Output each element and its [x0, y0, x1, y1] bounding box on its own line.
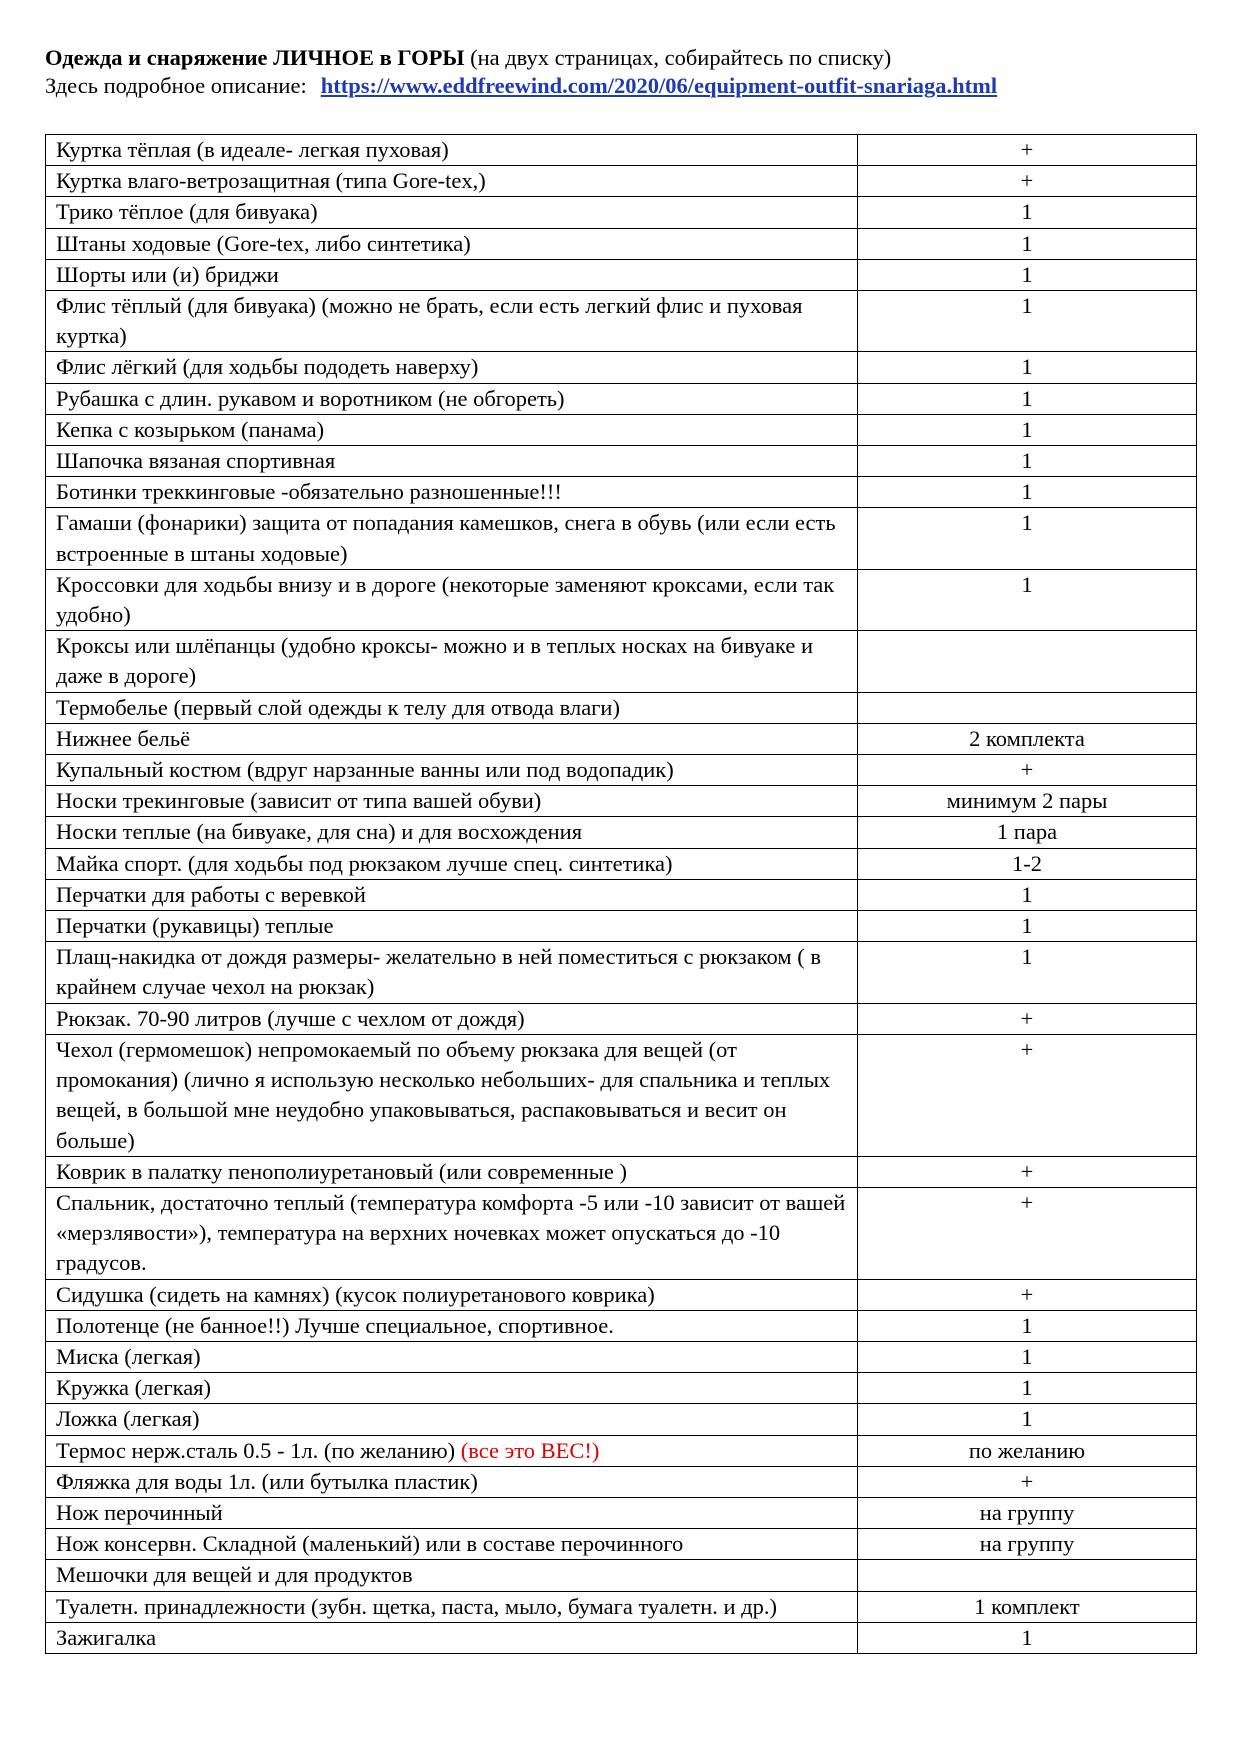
item-quantity: +	[858, 755, 1197, 786]
item-name: Шорты или (и) бриджи	[56, 261, 279, 287]
item-name: Рюкзак. 70-90 литров (лучше с чехлом от дождя)	[56, 1005, 525, 1031]
table-row	[46, 1034, 1197, 1156]
item-quantity: 1	[858, 1373, 1197, 1404]
table-row	[46, 692, 1197, 723]
table-row	[46, 879, 1197, 910]
item-name-cell	[46, 1156, 858, 1187]
description-link[interactable]: https://www.eddfreewind.com/2020/06/equipment-outfit-snariaga.html	[320, 73, 998, 98]
item-name: Чехол (гермомешок) непромокаемый по объему рюкзака для вещей (от промокания) (лично я использую несколько небольших- для спальника и теплых вещей, в большой мне неудобно упаковываться, распаковываться и весит он больше)	[56, 1036, 831, 1153]
item-name: Штаны ходовые (Gore-tex, либо синтетика)	[56, 230, 471, 256]
table-row	[46, 1622, 1197, 1653]
item-quantity: 1	[858, 383, 1197, 414]
item-quantity: на группу	[858, 1497, 1197, 1528]
item-quantity: на группу	[858, 1529, 1197, 1560]
table-row	[46, 848, 1197, 879]
table-row	[46, 1341, 1197, 1372]
table-row	[46, 259, 1197, 290]
table-row	[46, 817, 1197, 848]
item-quantity: 1	[858, 352, 1197, 383]
item-quantity: +	[858, 135, 1197, 166]
item-quantity: 1 комплект	[858, 1591, 1197, 1622]
item-name: Рубашка с длин. рукавом и воротником (не обгореть)	[56, 385, 565, 411]
item-name-cell	[46, 848, 858, 879]
item-quantity: +	[858, 1003, 1197, 1034]
item-name-note: (все это ВЕС!)	[460, 1437, 600, 1463]
table-row	[46, 135, 1197, 166]
item-name-cell	[46, 197, 858, 228]
table-row	[46, 1003, 1197, 1034]
item-name-cell	[46, 1404, 858, 1435]
item-name-cell	[46, 166, 858, 197]
title-bold-part-1: Одежда и снаряжение	[45, 45, 274, 70]
item-name: Сидушка (сидеть на камнях) (кусок полиуретанового коврика)	[56, 1281, 655, 1307]
item-name: Трико тёплое (для бивуака)	[56, 199, 318, 225]
table-row	[46, 414, 1197, 445]
item-name-cell	[46, 414, 858, 445]
item-quantity: +	[858, 1466, 1197, 1497]
document-title	[45, 44, 1195, 72]
item-name-cell	[46, 755, 858, 786]
item-name-cell	[46, 477, 858, 508]
item-name: Термобелье (первый слой одежды к телу для отвода влаги)	[56, 694, 620, 720]
item-name: Флис лёгкий (для ходьбы пододеть наверху)	[56, 354, 479, 380]
table-row	[46, 228, 1197, 259]
table-row	[46, 197, 1197, 228]
table-row	[46, 569, 1197, 630]
table-row	[46, 786, 1197, 817]
item-name-cell	[46, 817, 858, 848]
table-row	[46, 477, 1197, 508]
item-quantity: минимум 2 пары	[858, 786, 1197, 817]
item-name: Нижнее бельё	[56, 725, 191, 751]
item-name-cell	[46, 569, 858, 630]
item-name: Зажигалка	[56, 1624, 157, 1650]
table-row	[46, 723, 1197, 754]
item-quantity: 1	[858, 1622, 1197, 1653]
table-row	[46, 1435, 1197, 1466]
table-row	[46, 1373, 1197, 1404]
item-name-cell	[46, 786, 858, 817]
item-name-cell	[46, 1435, 858, 1466]
item-quantity: 1	[858, 446, 1197, 477]
item-name-cell	[46, 631, 858, 692]
item-name: Кроссовки для ходьбы внизу и в дороге (некоторые заменяют кроксами, если так удобно)	[56, 571, 835, 628]
table-row	[46, 631, 1197, 692]
item-name-cell	[46, 723, 858, 754]
item-name: Коврик в палатку пенополиуретановый (или современные )	[56, 1158, 627, 1184]
item-quantity	[858, 1560, 1197, 1591]
item-quantity: 1	[858, 1341, 1197, 1372]
item-quantity: 1	[858, 911, 1197, 942]
table-row	[46, 942, 1197, 1003]
item-quantity: 1	[858, 1404, 1197, 1435]
table-row	[46, 755, 1197, 786]
item-quantity	[858, 631, 1197, 692]
item-quantity: 1-2	[858, 848, 1197, 879]
item-name: Мешочки для вещей и для продуктов	[56, 1562, 413, 1588]
item-name: Шапочка вязаная спортивная	[56, 448, 336, 474]
item-name-cell	[46, 1622, 858, 1653]
title-bold-part-2: ЛИЧНОЕ в ГОРЫ	[273, 45, 465, 70]
table-row	[46, 291, 1197, 352]
item-name: Куртка влаго-ветрозащитная (типа Gore-tex,)	[56, 168, 486, 194]
item-name: Флис тёплый (для бивуака) (можно не брать, если есть легкий флис и пуховая куртка)	[56, 293, 803, 349]
item-name-cell	[46, 1341, 858, 1372]
item-quantity: 1	[858, 569, 1197, 630]
item-name: Ложка (легкая)	[56, 1406, 200, 1432]
table-row	[46, 1529, 1197, 1560]
document-subtitle	[45, 72, 1195, 100]
table-row	[46, 446, 1197, 477]
item-name: Носки трекинговые (зависит от типа вашей обуви)	[56, 788, 542, 814]
table-row	[46, 1497, 1197, 1528]
item-quantity: 1	[858, 879, 1197, 910]
item-name-cell	[46, 352, 858, 383]
item-name: Носки теплые (на бивуаке, для сна) и для восхождения	[56, 819, 583, 845]
item-name-cell	[46, 508, 858, 569]
item-name: Плащ-накидка от дождя размеры- желательно в ней поместиться с рюкзаком ( в крайнем случае чехол на рюкзак)	[56, 944, 821, 1000]
item-name: Фляжка для воды 1л. (или бутылка пластик)	[56, 1468, 478, 1494]
item-quantity: 1	[858, 259, 1197, 290]
table-row	[46, 1560, 1197, 1591]
item-quantity: по желанию	[858, 1435, 1197, 1466]
item-name-cell	[46, 446, 858, 477]
item-name-cell	[46, 1310, 858, 1341]
item-quantity: 1	[858, 414, 1197, 445]
item-name: Кружка (легкая)	[56, 1375, 212, 1401]
item-name-cell	[46, 1279, 858, 1310]
table-row	[46, 1187, 1197, 1279]
item-name: Термос нерж.сталь 0.5 - 1л. (по желанию)	[56, 1437, 461, 1463]
table-row	[46, 911, 1197, 942]
table-row	[46, 1466, 1197, 1497]
table-row	[46, 1279, 1197, 1310]
equipment-table-body	[46, 135, 1197, 1654]
item-quantity: 1 пара	[858, 817, 1197, 848]
item-name: Кепка с козырьком (панама)	[56, 416, 325, 442]
item-name-cell	[46, 135, 858, 166]
item-name-cell	[46, 942, 858, 1003]
item-quantity: +	[858, 1034, 1197, 1156]
item-quantity: 1	[858, 1310, 1197, 1341]
item-name-cell	[46, 259, 858, 290]
item-name: Майка спорт. (для ходьбы под рюкзаком лучше спец. синтетика)	[56, 850, 673, 876]
item-name-cell	[46, 1034, 858, 1156]
item-quantity: 1	[858, 197, 1197, 228]
table-row	[46, 352, 1197, 383]
item-quantity: +	[858, 166, 1197, 197]
item-name: Миска (легкая)	[56, 1343, 201, 1369]
item-name-cell	[46, 879, 858, 910]
table-row	[46, 1310, 1197, 1341]
item-name: Туалетн. принадлежности (зубн. щетка, паста, мыло, бумага туалетн. и др.)	[56, 1593, 777, 1619]
item-name: Спальник, достаточно теплый (температура комфорта -5 или -10 зависит от вашей «мерзлявости»), температура на верхних ночевках может опускаться до -10 градусов.	[56, 1189, 846, 1276]
item-quantity: 2 комплекта	[858, 723, 1197, 754]
item-quantity: 1	[858, 291, 1197, 352]
table-row	[46, 1404, 1197, 1435]
item-name-cell	[46, 291, 858, 352]
item-name-cell	[46, 1560, 858, 1591]
item-name: Перчатки (рукавицы) теплые	[56, 913, 334, 939]
item-name: Купальный костюм (вдруг нарзанные ванны или под водопадик)	[56, 757, 674, 783]
item-name-cell	[46, 1591, 858, 1622]
title-rest: (на двух страницах, собирайтесь по списку)	[464, 45, 892, 70]
subtitle-label: Здесь подробное описание:	[45, 73, 307, 98]
table-row	[46, 383, 1197, 414]
table-row	[46, 1156, 1197, 1187]
item-name: Куртка тёплая (в идеале- легкая пуховая)	[56, 137, 449, 162]
item-name: Полотенце (не банное!!) Лучше специальное, спортивное.	[56, 1312, 614, 1338]
item-name-cell	[46, 1497, 858, 1528]
item-name-cell	[46, 1373, 858, 1404]
table-row	[46, 508, 1197, 569]
item-name: Перчатки для работы с веревкой	[56, 881, 366, 907]
equipment-table	[45, 134, 1197, 1654]
item-quantity: 1	[858, 942, 1197, 1003]
item-name: Нож консервн. Складной (маленький) или в составе перочинного	[56, 1531, 684, 1557]
item-name-cell	[46, 911, 858, 942]
item-name-cell	[46, 1187, 858, 1279]
item-quantity: +	[858, 1279, 1197, 1310]
item-name-cell	[46, 1003, 858, 1034]
item-name: Нож перочинный	[56, 1499, 223, 1525]
table-row	[46, 1591, 1197, 1622]
item-name-cell	[46, 1529, 858, 1560]
item-quantity: +	[858, 1156, 1197, 1187]
item-quantity: 1	[858, 228, 1197, 259]
item-name-cell	[46, 383, 858, 414]
document-page	[45, 44, 1195, 1650]
item-name-cell	[46, 1466, 858, 1497]
item-quantity: 1	[858, 477, 1197, 508]
item-name: Гамаши (фонарики) защита от попадания камешков, снега в обувь (или если есть встроенные в штаны ходовые)	[56, 510, 836, 566]
item-name-cell	[46, 228, 858, 259]
item-name-cell	[46, 692, 858, 723]
item-name: Ботинки треккинговые -обязательно разношенные!!!	[56, 479, 562, 505]
item-quantity: +	[858, 1187, 1197, 1279]
item-quantity: 1	[858, 508, 1197, 569]
table-row	[46, 166, 1197, 197]
item-quantity	[858, 692, 1197, 723]
item-name: Кроксы или шлёпанцы (удобно кроксы- можно и в теплых носках на бивуаке и даже в дороге)	[56, 633, 813, 689]
